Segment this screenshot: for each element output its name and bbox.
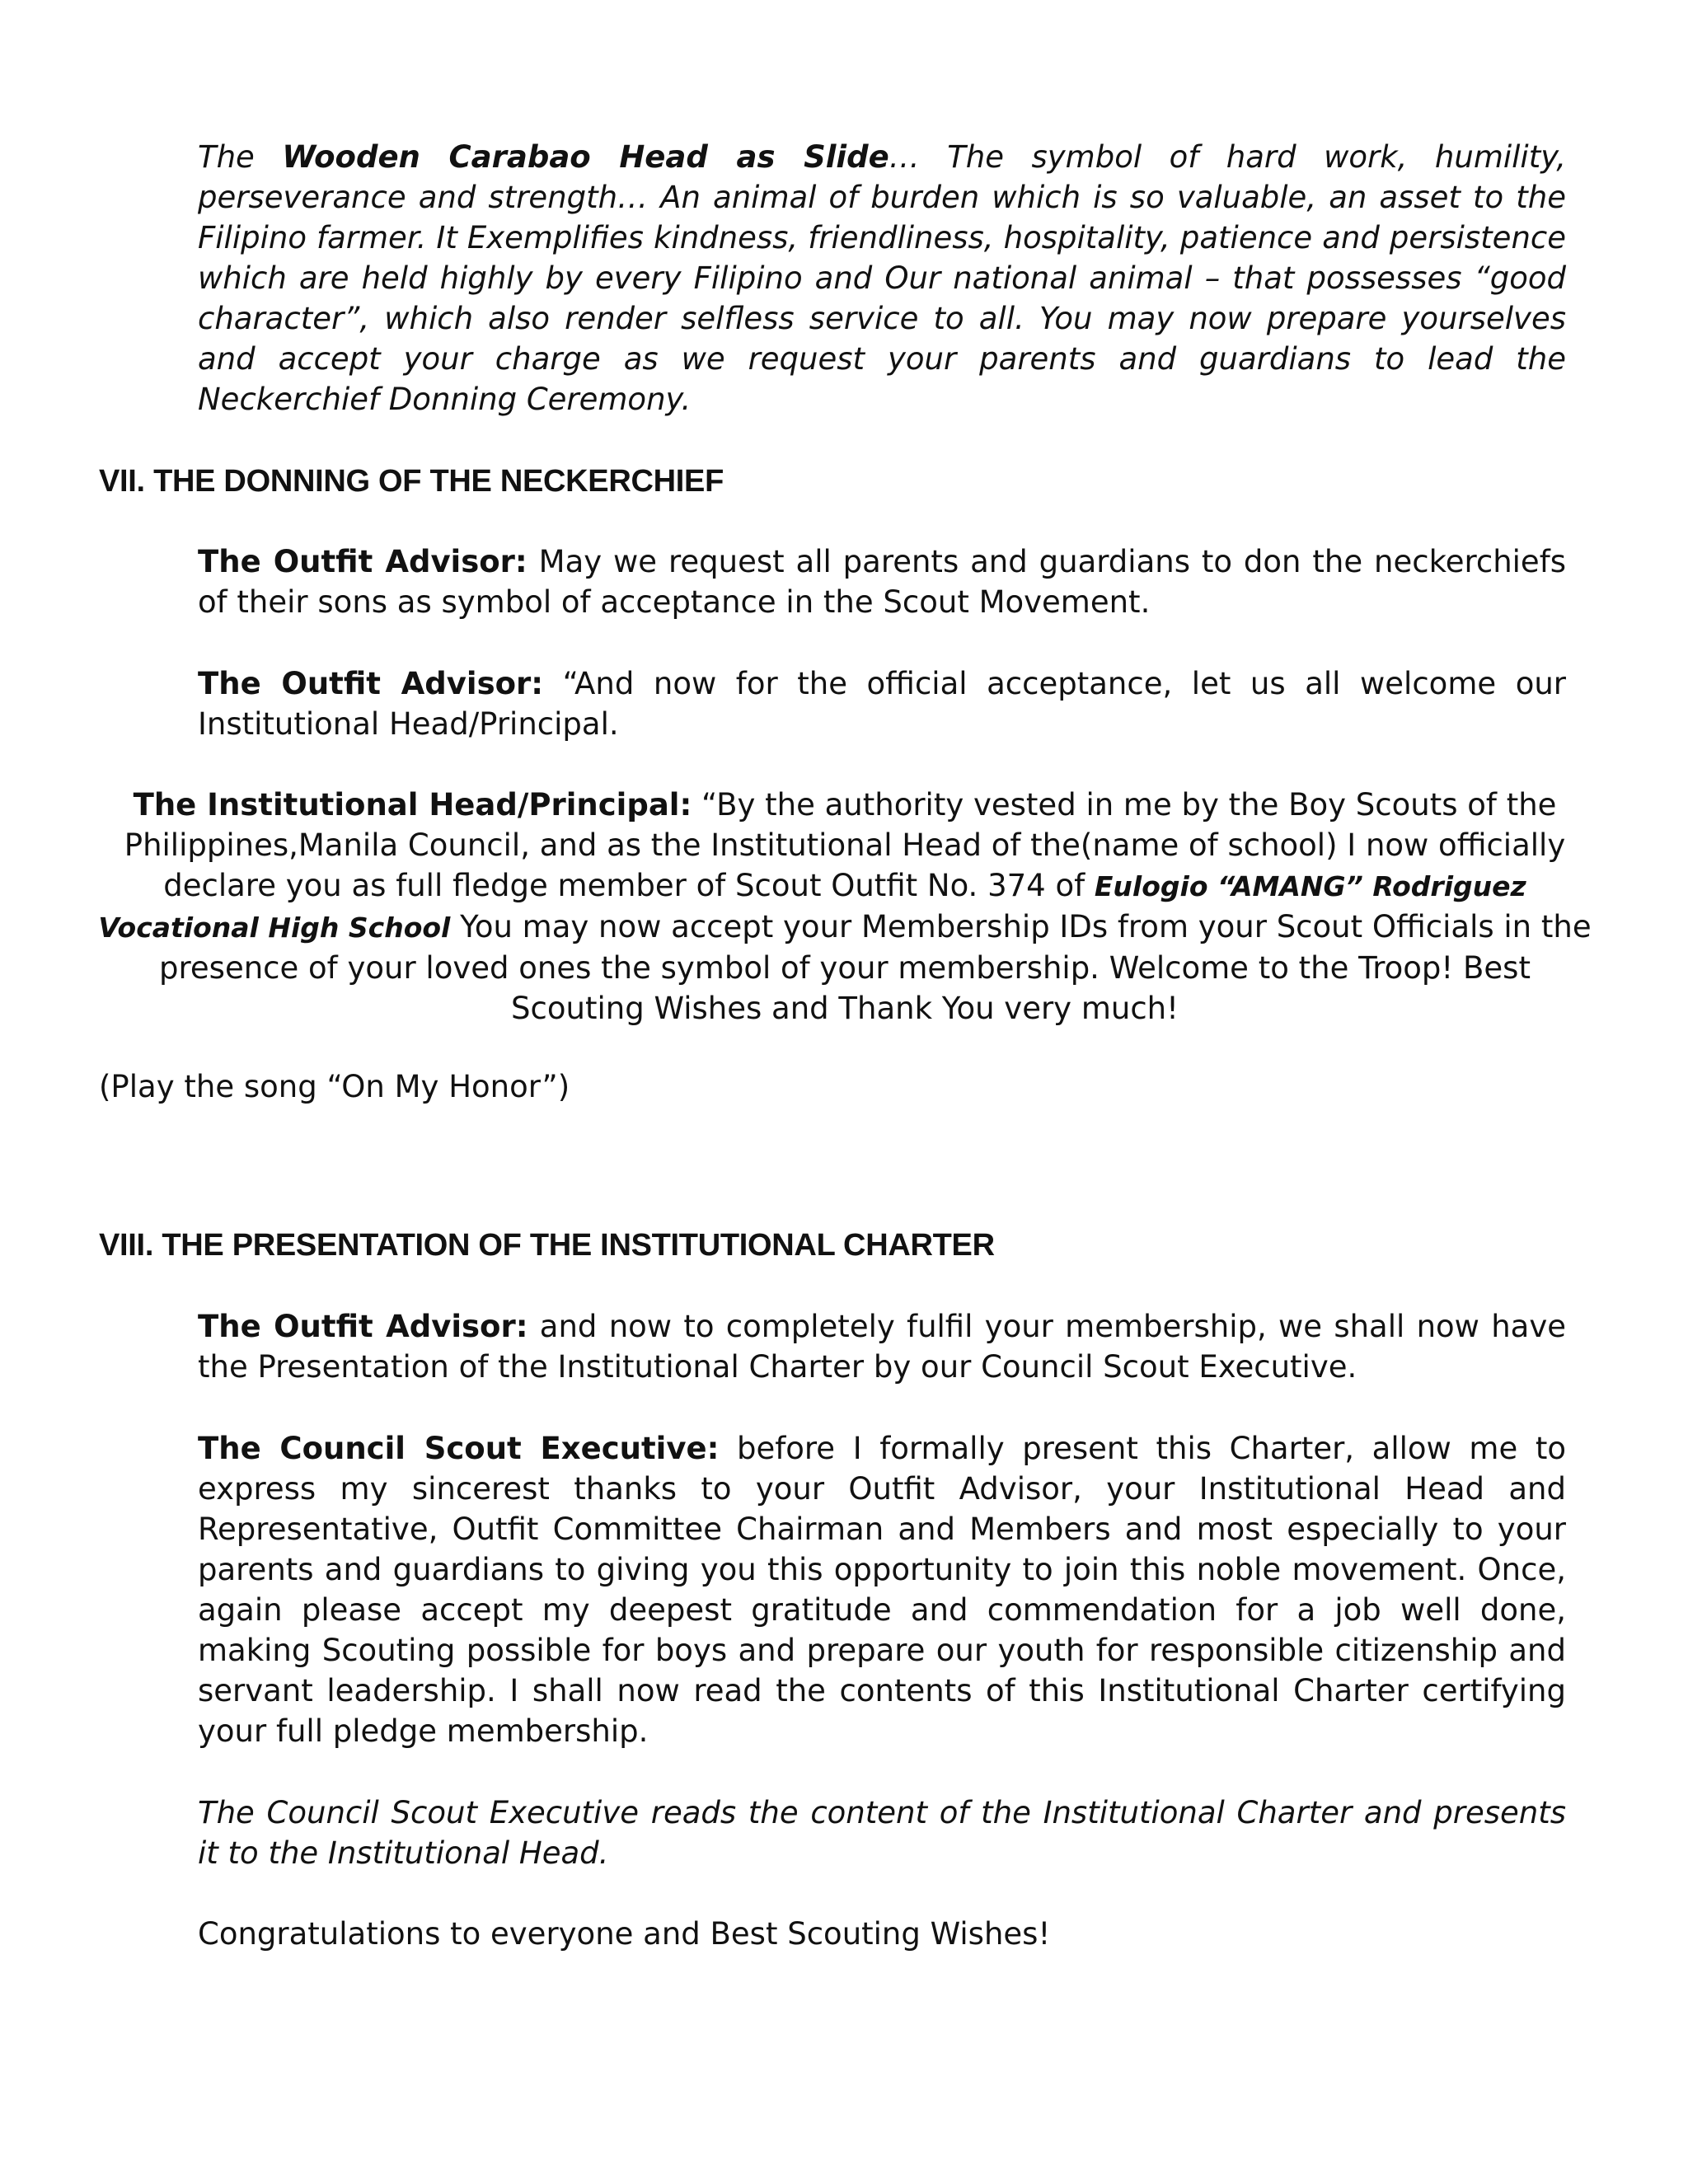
section-7-paragraph-2 (198, 663, 1566, 744)
paragraph-text: and now to completely fulfil your membership, we shall now have the Presentation of the Institutional Charter by our Council Scout Executive. (198, 1309, 1566, 1385)
speaker-label: The Outfit Advisor: (198, 666, 544, 701)
paragraph-text: May we request all parents and guardians to don the neckerchiefs of their sons as symbol of acceptance in the Scout Movement. (198, 544, 1567, 620)
paragraph-text: before I formally present this Charter, allow me to express my sincerest thanks to your Outfit Advisor, your Institutional Head and Representative, Outfit Committee Chairman and Members and most especially to your parents and guardians to giving you this opportunity to join this noble movement. Once, again please accept my deepest gratitude and commendation for a job well done, making Scouting possible for boys and prepare our youth for responsible citizenship and servant leadership. I shall now read the contents of this Institutional Charter certifying your full pledge membership. (198, 1431, 1566, 1749)
section-7-heading: VII. THE DONNING OF THE NECKERCHIEF (99, 464, 724, 499)
intro-bold-title: Wooden Carabao Head as Slide (282, 139, 889, 175)
speaker-label: The Institutional Head/Principal: (133, 787, 692, 823)
intro-paragraph (198, 137, 1566, 419)
intro-text: … The symbol of hard work, humility, perseverance and strength… An animal of burden which is so valuable, an asset to the Filipino farmer. It Exemplifies kindness, friendliness, hospitality, patience and persistence which are held highly by every Filipino and Our national animal – that possesses “good character”, which also render selfless service to all. You may now prepare yourselves and accept your charge as we request your parents and guardians to lead the Neckerchief Donning Ceremony. (198, 139, 1567, 417)
school-name: Eulogio “AMANG” Rodriguez Vocational High School (98, 870, 1526, 944)
section-7-paragraph-3 (91, 785, 1599, 1029)
paragraph-text: You may now accept your Membership IDs from your Scout Officials in the presence of your loved ones the symbol of your membership. Welcome to the Troop! Best Scouting Wishes and Thank You very much! (159, 909, 1592, 1026)
song-instruction: (Play the song “On My Honor”) (99, 1069, 570, 1104)
speaker-label: The Council Scout Executive: (198, 1431, 720, 1466)
intro-prefix: The (198, 139, 283, 175)
section-7-paragraph-1 (198, 541, 1566, 622)
closing-line: Congratulations to everyone and Best Scouting Wishes! (198, 1916, 1051, 1952)
section-8-paragraph-2 (198, 1428, 1566, 1751)
stage-direction: The Council Scout Executive reads the content of the Institutional Charter and presents it to the Institutional Head. (198, 1795, 1566, 1871)
paragraph-text: “And now for the official acceptance, let us all welcome our Institutional Head/Principal. (198, 666, 1566, 742)
section-8-heading: VIII. THE PRESENTATION OF THE INSTITUTIONAL CHARTER (99, 1228, 995, 1263)
speaker-label: The Outfit Advisor: (198, 544, 528, 579)
speaker-label: The Outfit Advisor: (198, 1309, 528, 1344)
section-8-paragraph-1 (198, 1306, 1566, 1387)
paragraph-text: “By the authority vested in me by the Boy Scouts of the Philippines,Manila Council, and as the Institutional Head of the(name of school) I now officially declare you as full fledge member of Scout Outfit No. 374 of (124, 787, 1566, 903)
